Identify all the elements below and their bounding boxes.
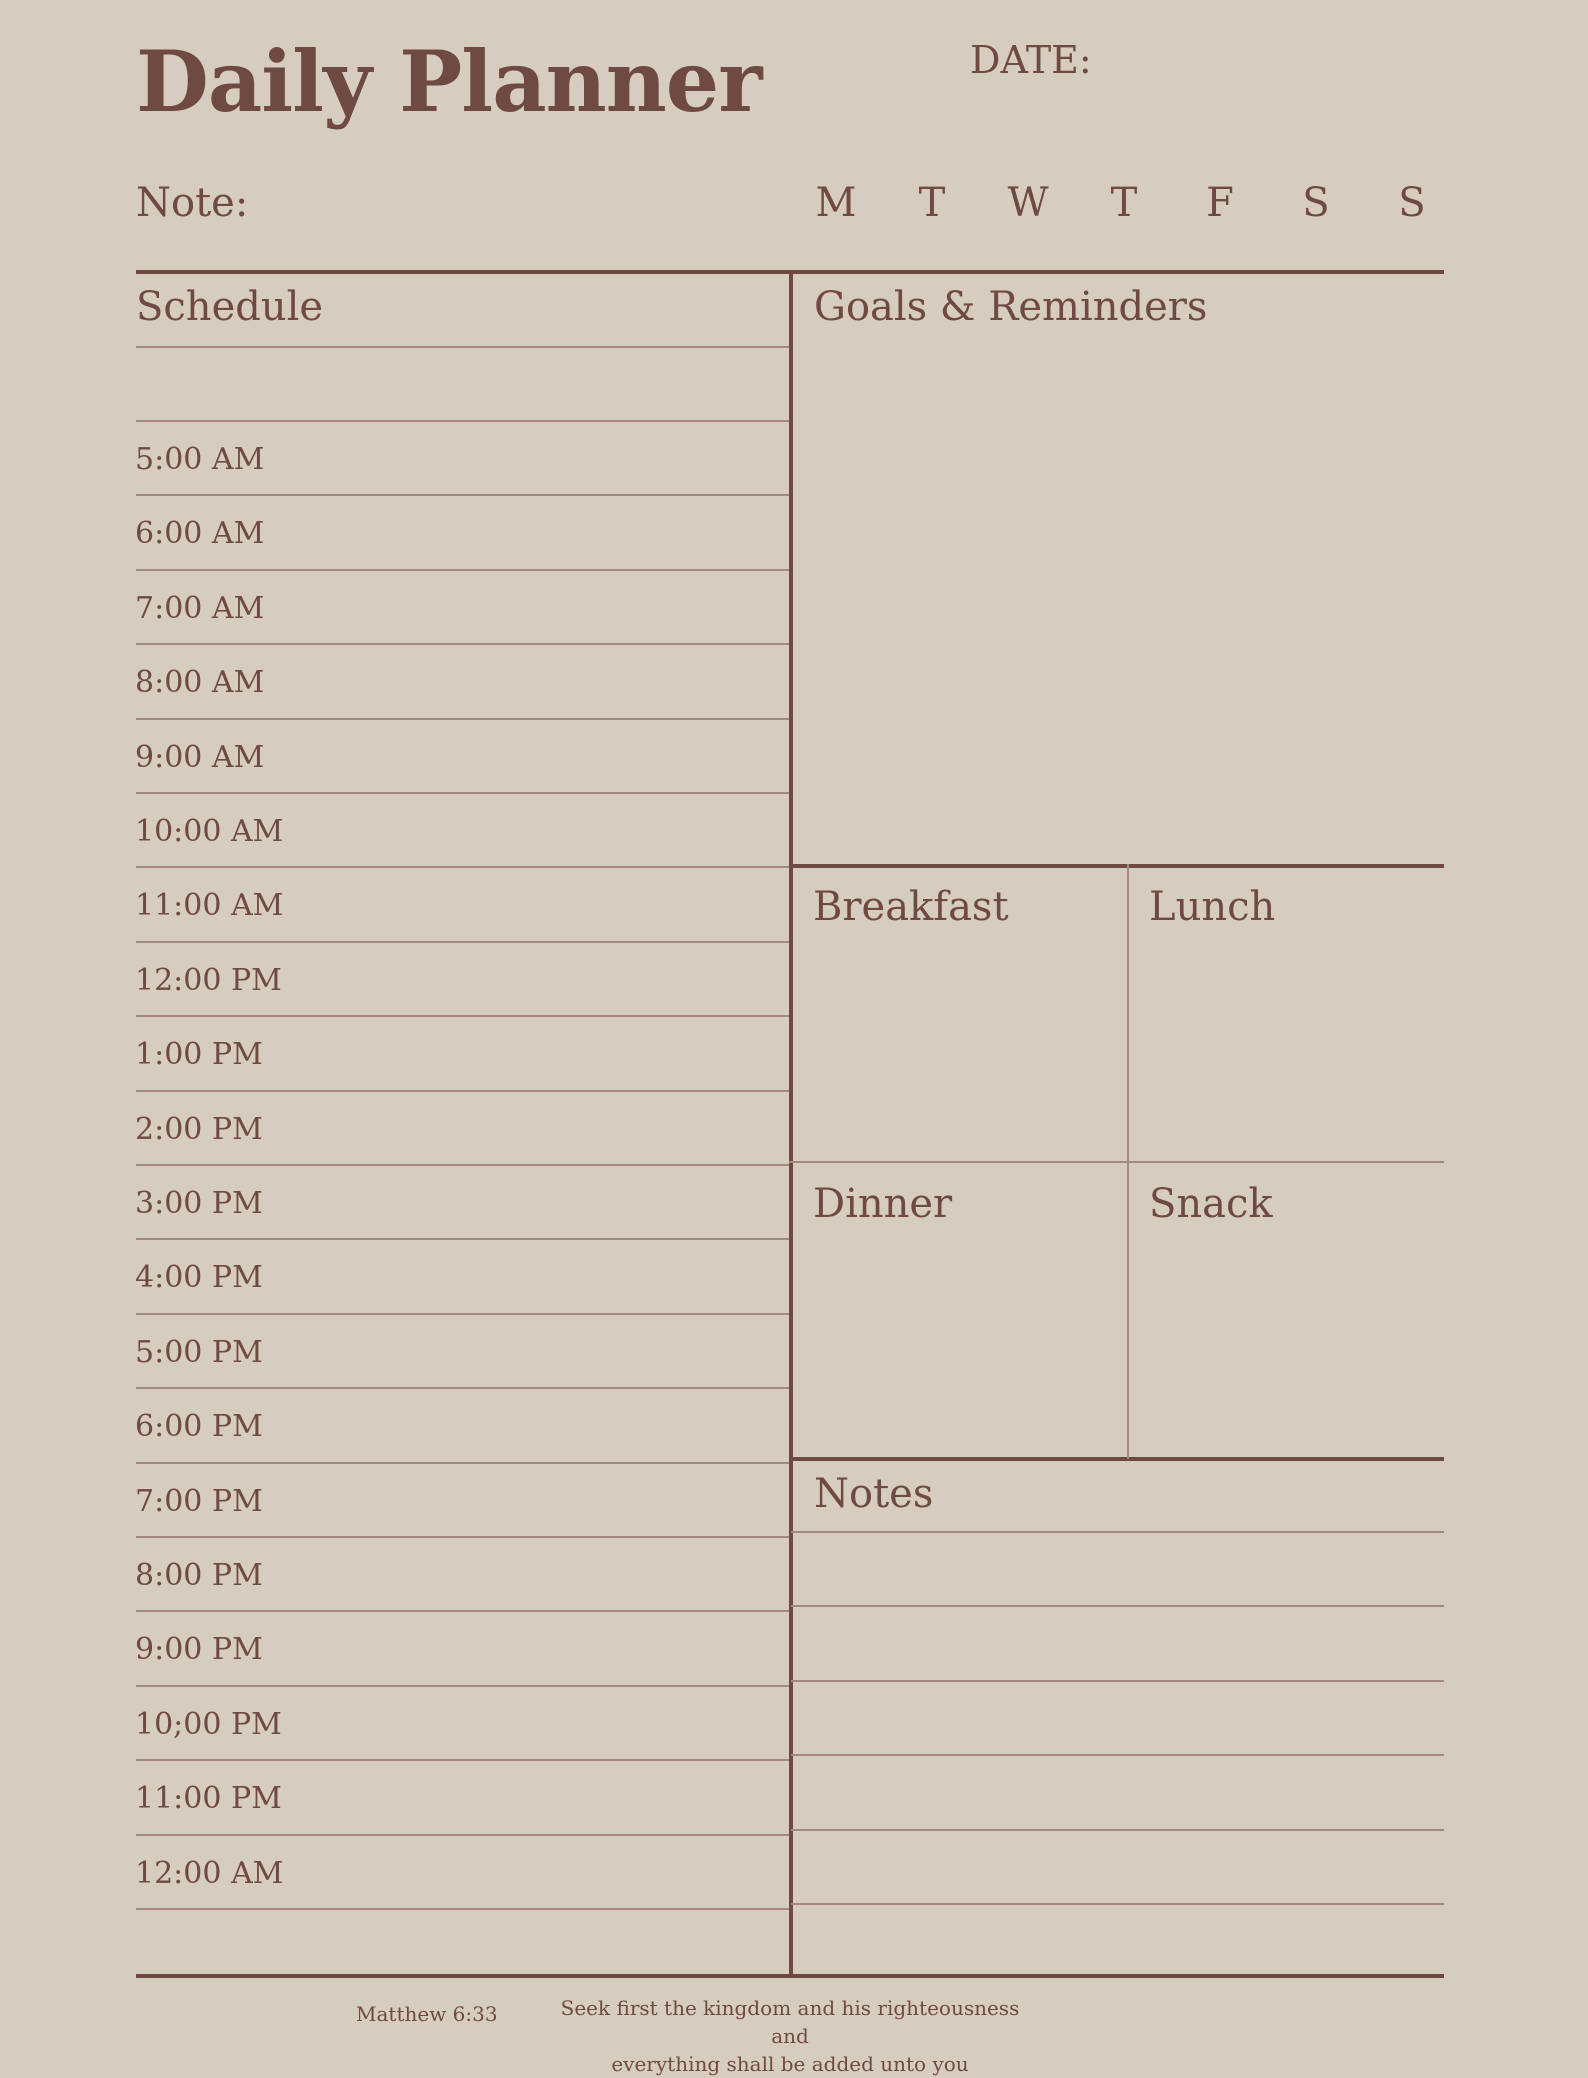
schedule-entry-slot[interactable] xyxy=(300,647,780,713)
schedule-entry-slot[interactable] xyxy=(300,1242,780,1308)
schedule-entry-slot[interactable] xyxy=(300,1168,780,1234)
schedule-row-rule xyxy=(136,1015,789,1017)
notes-line[interactable] xyxy=(791,1754,1444,1756)
weekday-thursday[interactable]: T xyxy=(1110,180,1138,226)
schedule-row-rule xyxy=(136,718,789,720)
schedule-time-label: 1:00 PM xyxy=(135,1037,263,1073)
schedule-time-label: 2:00 PM xyxy=(135,1111,263,1147)
schedule-entry-slot[interactable] xyxy=(300,796,780,862)
date-label: DATE: xyxy=(970,38,1092,82)
meals-vertical-divider xyxy=(1127,864,1129,1459)
schedule-time-label: 5:00 PM xyxy=(135,1334,263,1370)
schedule-row-rule xyxy=(136,1536,789,1538)
schedule-row-rule xyxy=(136,792,789,794)
schedule-row-rule xyxy=(136,1610,789,1612)
schedule-heading-rule xyxy=(136,346,789,348)
schedule-time-label: 7:00 AM xyxy=(135,590,265,626)
notes-heading: Notes xyxy=(814,1471,934,1517)
schedule-entry-slot[interactable] xyxy=(300,1838,780,1904)
schedule-row-rule xyxy=(136,569,789,571)
goals-writing-area[interactable] xyxy=(800,340,1440,856)
notes-line[interactable] xyxy=(791,1829,1444,1831)
schedule-entry-slot[interactable] xyxy=(300,1466,780,1532)
notes-line[interactable] xyxy=(791,1680,1444,1682)
schedule-time-label: 10;00 PM xyxy=(135,1706,282,1742)
schedule-entry-slot[interactable] xyxy=(300,1763,780,1829)
schedule-time-label: 12:00 PM xyxy=(135,962,282,998)
page-title: Daily Planner xyxy=(136,32,762,131)
weekday-wednesday[interactable]: W xyxy=(1007,180,1049,226)
schedule-time-label: 8:00 PM xyxy=(135,1558,263,1593)
schedule-time-label: 10:00 AM xyxy=(135,814,284,849)
schedule-time-label: 6:00 AM xyxy=(135,516,265,552)
schedule-row-rule xyxy=(136,1759,789,1761)
weekday-monday[interactable]: M xyxy=(815,180,857,226)
schedule-time-label: 7:00 PM xyxy=(135,1483,263,1519)
schedule-entry-slot[interactable] xyxy=(300,498,780,564)
schedule-row-rule xyxy=(136,941,789,943)
weekday-friday[interactable]: F xyxy=(1206,180,1234,226)
schedule-row-rule xyxy=(136,1238,789,1240)
scripture-quote-line-2: everything shall be added unto you xyxy=(611,2052,969,2076)
schedule-entry-slot[interactable] xyxy=(300,1317,780,1383)
breakfast-heading: Breakfast xyxy=(813,884,1009,930)
schedule-row-rule xyxy=(136,1908,789,1910)
schedule-time-label: 9:00 AM xyxy=(135,739,265,775)
scripture-reference: Matthew 6:33 xyxy=(356,2002,498,2026)
schedule-row-rule xyxy=(136,1834,789,1836)
schedule-time-label: 5:00 AM xyxy=(135,442,265,477)
schedule-entry-slot[interactable] xyxy=(300,722,780,788)
schedule-row-rule xyxy=(136,643,789,645)
schedule-entry-slot[interactable] xyxy=(300,1540,780,1606)
note-label: Note: xyxy=(136,180,249,226)
meals-middle-divider xyxy=(789,1161,1444,1163)
notes-line[interactable] xyxy=(791,1605,1444,1607)
schedule-entry-slot[interactable] xyxy=(300,1614,780,1680)
schedule-time-label: 11:00 AM xyxy=(135,888,284,924)
lunch-heading: Lunch xyxy=(1149,884,1276,930)
goals-heading: Goals & Reminders xyxy=(814,284,1208,330)
meals-bottom-divider xyxy=(789,1457,1444,1461)
center-divider xyxy=(789,270,793,1976)
scripture-quote xyxy=(540,1994,1040,2078)
weekday-sunday[interactable]: S xyxy=(1398,180,1426,226)
schedule-entry-slot[interactable] xyxy=(300,945,780,1011)
scripture-quote-line-1: Seek first the kingdom and his righteousness and xyxy=(560,1996,1020,2048)
schedule-row-rule xyxy=(136,1685,789,1687)
schedule-time-label: 4:00 PM xyxy=(135,1260,263,1296)
schedule-entry-slot[interactable] xyxy=(300,1689,780,1755)
goals-bottom-divider xyxy=(789,864,1444,868)
schedule-heading: Schedule xyxy=(136,284,324,330)
schedule-entry-slot[interactable] xyxy=(300,1094,780,1160)
schedule-row-rule xyxy=(136,1313,789,1315)
schedule-time-label: 3:00 PM xyxy=(135,1186,263,1221)
snack-heading: Snack xyxy=(1149,1181,1273,1227)
schedule-time-label: 11:00 PM xyxy=(135,1781,282,1817)
weekday-saturday[interactable]: S xyxy=(1302,180,1330,226)
notes-line[interactable] xyxy=(791,1903,1444,1905)
schedule-row-rule xyxy=(136,1164,789,1166)
schedule-entry-slot[interactable] xyxy=(300,1391,780,1457)
schedule-time-label: 9:00 PM xyxy=(135,1632,263,1668)
weekday-tuesday[interactable]: T xyxy=(918,180,946,226)
schedule-time-label: 6:00 PM xyxy=(135,1409,263,1445)
schedule-entry-slot[interactable] xyxy=(300,1019,780,1085)
schedule-row-rule xyxy=(136,1090,789,1092)
schedule-blank-rule xyxy=(136,420,789,422)
schedule-time-label: 8:00 AM xyxy=(135,665,265,701)
notes-line[interactable] xyxy=(791,1531,1444,1533)
schedule-row-rule xyxy=(136,1387,789,1389)
schedule-entry-slot[interactable] xyxy=(300,424,780,490)
schedule-entry-slot[interactable] xyxy=(300,870,780,936)
schedule-entry-slot[interactable] xyxy=(300,573,780,639)
schedule-row-rule xyxy=(136,866,789,868)
schedule-row-rule xyxy=(136,1462,789,1464)
schedule-time-label: 12:00 AM xyxy=(135,1855,284,1891)
schedule-row-rule xyxy=(136,494,789,496)
dinner-heading: Dinner xyxy=(813,1181,953,1227)
